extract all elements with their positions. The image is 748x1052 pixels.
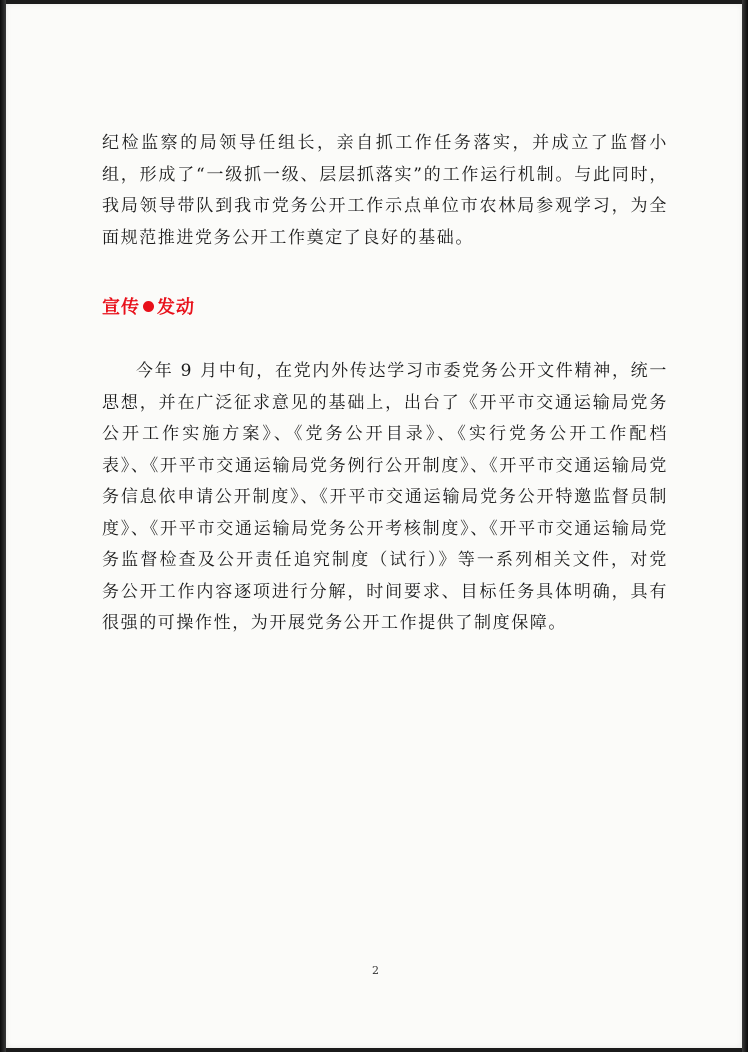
page-number: 2 bbox=[372, 964, 379, 977]
document-page bbox=[6, 4, 742, 1048]
heading-part-1: 宣传 bbox=[102, 297, 140, 318]
paragraph-continuation: 纪检监察的局领导任组长，亲自抓工作任务落实，并成立了监督小组，形成了“一级抓一级、层层抓落实”的工作运行机制。与此同时，我局领导带队到我市党务公开工作示点单位市农林局参观学习，为全面规范推进党务公开工作奠定了良好的基础。 bbox=[102, 133, 668, 248]
heading-part-2: 发动 bbox=[157, 297, 195, 318]
scan-edge-right bbox=[742, 0, 748, 1052]
paragraph-body: 今年 9 月中旬，在党内外传达学习市委党务公开文件精神，统一思想，并在广泛征求意见的基础上，出台了《开平市交通运输局党务公开工作实施方案》、《党务公开目录》、《实行党务公开工作配档表》、《开平市交通运输局党务例行公开制度》、《开平市交通运输局党务信息依申请公开制度》、《开平市交通运输局党务公开特邀监督员制度》、《开平市交通运输局党务公开考核制度》、《开平市交通运输局党务监督检查及公开责任追究制度（试行）》等一系列相关文件，对党务公开工作内容逐项进行分解，时间要求、目标任务具体明确，具有很强的可操作性，为开展党务公开工作提供了制度保障。 bbox=[102, 361, 668, 633]
section-heading bbox=[102, 293, 195, 319]
bullet-dot-icon bbox=[143, 301, 154, 312]
